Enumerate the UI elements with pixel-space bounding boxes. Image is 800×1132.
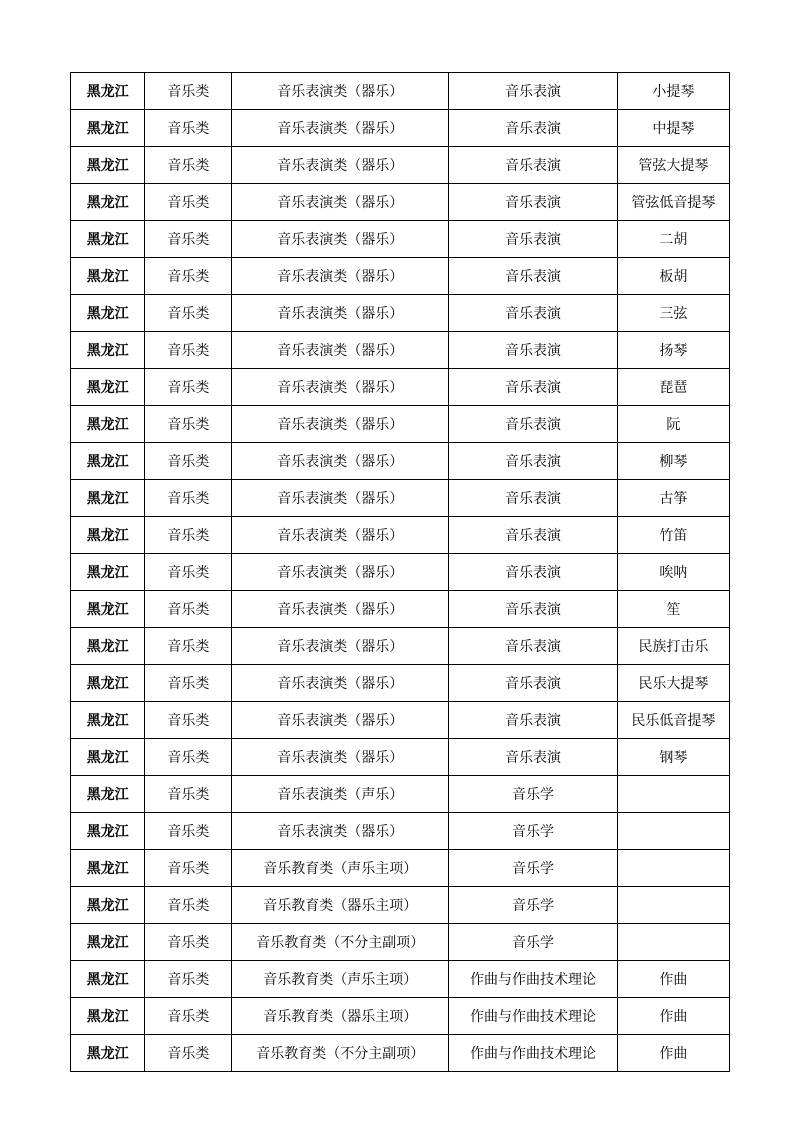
table-row bbox=[71, 258, 730, 295]
cell-category: 音乐类 bbox=[145, 147, 232, 184]
cell-major: 音乐表演 bbox=[449, 443, 618, 480]
table-row bbox=[71, 221, 730, 258]
table-row bbox=[71, 517, 730, 554]
cell-category: 音乐类 bbox=[145, 850, 232, 887]
cell-major: 作曲与作曲技术理论 bbox=[449, 961, 618, 998]
cell-exam-type: 音乐表演类（器乐） bbox=[232, 554, 449, 591]
cell-exam-type: 音乐表演类（器乐） bbox=[232, 813, 449, 850]
major-mapping-table bbox=[70, 72, 730, 1072]
cell-province: 黑龙江 bbox=[71, 924, 145, 961]
table-row bbox=[71, 739, 730, 776]
cell-province: 黑龙江 bbox=[71, 739, 145, 776]
cell-category: 音乐类 bbox=[145, 554, 232, 591]
cell-category: 音乐类 bbox=[145, 1035, 232, 1072]
cell-subject: 钢琴 bbox=[617, 739, 729, 776]
cell-major: 音乐表演 bbox=[449, 591, 618, 628]
cell-province: 黑龙江 bbox=[71, 480, 145, 517]
cell-major: 音乐表演 bbox=[449, 480, 618, 517]
table-body bbox=[71, 73, 730, 1072]
cell-category: 音乐类 bbox=[145, 998, 232, 1035]
cell-subject bbox=[617, 850, 729, 887]
table-row bbox=[71, 1035, 730, 1072]
cell-province: 黑龙江 bbox=[71, 776, 145, 813]
cell-exam-type: 音乐表演类（声乐） bbox=[232, 776, 449, 813]
table-row bbox=[71, 480, 730, 517]
cell-category: 音乐类 bbox=[145, 665, 232, 702]
cell-major: 音乐表演 bbox=[449, 517, 618, 554]
cell-major: 音乐学 bbox=[449, 924, 618, 961]
cell-exam-type: 音乐教育类（声乐主项） bbox=[232, 850, 449, 887]
cell-exam-type: 音乐表演类（器乐） bbox=[232, 480, 449, 517]
cell-major: 音乐表演 bbox=[449, 221, 618, 258]
cell-category: 音乐类 bbox=[145, 517, 232, 554]
table-row bbox=[71, 887, 730, 924]
cell-category: 音乐类 bbox=[145, 73, 232, 110]
cell-major: 音乐学 bbox=[449, 813, 618, 850]
cell-exam-type: 音乐表演类（器乐） bbox=[232, 739, 449, 776]
cell-province: 黑龙江 bbox=[71, 998, 145, 1035]
cell-subject: 竹笛 bbox=[617, 517, 729, 554]
cell-category: 音乐类 bbox=[145, 739, 232, 776]
cell-subject: 阮 bbox=[617, 406, 729, 443]
cell-category: 音乐类 bbox=[145, 369, 232, 406]
cell-category: 音乐类 bbox=[145, 776, 232, 813]
cell-subject: 作曲 bbox=[617, 961, 729, 998]
cell-subject: 三弦 bbox=[617, 295, 729, 332]
cell-province: 黑龙江 bbox=[71, 1035, 145, 1072]
cell-exam-type: 音乐表演类（器乐） bbox=[232, 665, 449, 702]
cell-exam-type: 音乐教育类（器乐主项） bbox=[232, 998, 449, 1035]
cell-category: 音乐类 bbox=[145, 184, 232, 221]
cell-major: 音乐表演 bbox=[449, 110, 618, 147]
cell-category: 音乐类 bbox=[145, 332, 232, 369]
cell-exam-type: 音乐表演类（器乐） bbox=[232, 295, 449, 332]
cell-exam-type: 音乐表演类（器乐） bbox=[232, 110, 449, 147]
table-row bbox=[71, 776, 730, 813]
cell-subject bbox=[617, 924, 729, 961]
cell-exam-type: 音乐表演类（器乐） bbox=[232, 628, 449, 665]
cell-province: 黑龙江 bbox=[71, 961, 145, 998]
cell-category: 音乐类 bbox=[145, 406, 232, 443]
cell-exam-type: 音乐表演类（器乐） bbox=[232, 443, 449, 480]
table-row bbox=[71, 850, 730, 887]
cell-subject: 琵琶 bbox=[617, 369, 729, 406]
cell-exam-type: 音乐表演类（器乐） bbox=[232, 258, 449, 295]
cell-category: 音乐类 bbox=[145, 702, 232, 739]
cell-major: 音乐表演 bbox=[449, 295, 618, 332]
cell-category: 音乐类 bbox=[145, 443, 232, 480]
cell-province: 黑龙江 bbox=[71, 517, 145, 554]
cell-category: 音乐类 bbox=[145, 258, 232, 295]
cell-province: 黑龙江 bbox=[71, 147, 145, 184]
table-row bbox=[71, 628, 730, 665]
table-row bbox=[71, 110, 730, 147]
table-row bbox=[71, 702, 730, 739]
cell-province: 黑龙江 bbox=[71, 184, 145, 221]
cell-province: 黑龙江 bbox=[71, 443, 145, 480]
cell-major: 音乐学 bbox=[449, 850, 618, 887]
table-row bbox=[71, 147, 730, 184]
cell-province: 黑龙江 bbox=[71, 887, 145, 924]
cell-province: 黑龙江 bbox=[71, 221, 145, 258]
cell-category: 音乐类 bbox=[145, 961, 232, 998]
cell-major: 音乐表演 bbox=[449, 147, 618, 184]
cell-province: 黑龙江 bbox=[71, 702, 145, 739]
cell-major: 作曲与作曲技术理论 bbox=[449, 1035, 618, 1072]
table-row bbox=[71, 665, 730, 702]
cell-exam-type: 音乐表演类（器乐） bbox=[232, 73, 449, 110]
cell-subject bbox=[617, 813, 729, 850]
cell-major: 音乐表演 bbox=[449, 258, 618, 295]
cell-subject: 唉呐 bbox=[617, 554, 729, 591]
cell-province: 黑龙江 bbox=[71, 110, 145, 147]
cell-exam-type: 音乐教育类（声乐主项） bbox=[232, 961, 449, 998]
cell-major: 音乐表演 bbox=[449, 73, 618, 110]
cell-province: 黑龙江 bbox=[71, 591, 145, 628]
cell-province: 黑龙江 bbox=[71, 369, 145, 406]
cell-subject: 扬琴 bbox=[617, 332, 729, 369]
cell-province: 黑龙江 bbox=[71, 258, 145, 295]
cell-exam-type: 音乐表演类（器乐） bbox=[232, 369, 449, 406]
table-row bbox=[71, 591, 730, 628]
cell-exam-type: 音乐表演类（器乐） bbox=[232, 332, 449, 369]
cell-subject: 板胡 bbox=[617, 258, 729, 295]
table-row bbox=[71, 369, 730, 406]
table-row bbox=[71, 295, 730, 332]
cell-major: 作曲与作曲技术理论 bbox=[449, 998, 618, 1035]
cell-category: 音乐类 bbox=[145, 924, 232, 961]
table-row bbox=[71, 406, 730, 443]
cell-province: 黑龙江 bbox=[71, 665, 145, 702]
table-row bbox=[71, 443, 730, 480]
cell-subject: 作曲 bbox=[617, 1035, 729, 1072]
table-row bbox=[71, 998, 730, 1035]
table-row bbox=[71, 961, 730, 998]
cell-category: 音乐类 bbox=[145, 221, 232, 258]
table-row bbox=[71, 554, 730, 591]
cell-exam-type: 音乐表演类（器乐） bbox=[232, 221, 449, 258]
cell-exam-type: 音乐表演类（器乐） bbox=[232, 702, 449, 739]
cell-major: 音乐表演 bbox=[449, 369, 618, 406]
cell-subject: 作曲 bbox=[617, 998, 729, 1035]
cell-subject: 管弦低音提琴 bbox=[617, 184, 729, 221]
cell-subject: 小提琴 bbox=[617, 73, 729, 110]
cell-major: 音乐表演 bbox=[449, 702, 618, 739]
cell-exam-type: 音乐表演类（器乐） bbox=[232, 184, 449, 221]
cell-province: 黑龙江 bbox=[71, 73, 145, 110]
cell-major: 音乐学 bbox=[449, 887, 618, 924]
table-row bbox=[71, 332, 730, 369]
cell-subject: 管弦大提琴 bbox=[617, 147, 729, 184]
table-row bbox=[71, 184, 730, 221]
cell-subject: 民乐大提琴 bbox=[617, 665, 729, 702]
cell-province: 黑龙江 bbox=[71, 813, 145, 850]
cell-exam-type: 音乐教育类（不分主副项） bbox=[232, 1035, 449, 1072]
cell-category: 音乐类 bbox=[145, 295, 232, 332]
cell-province: 黑龙江 bbox=[71, 850, 145, 887]
cell-category: 音乐类 bbox=[145, 887, 232, 924]
cell-subject: 民族打击乐 bbox=[617, 628, 729, 665]
cell-exam-type: 音乐教育类（器乐主项） bbox=[232, 887, 449, 924]
cell-category: 音乐类 bbox=[145, 591, 232, 628]
cell-exam-type: 音乐教育类（不分主副项） bbox=[232, 924, 449, 961]
cell-province: 黑龙江 bbox=[71, 406, 145, 443]
cell-category: 音乐类 bbox=[145, 628, 232, 665]
cell-subject: 柳琴 bbox=[617, 443, 729, 480]
cell-province: 黑龙江 bbox=[71, 332, 145, 369]
cell-major: 音乐表演 bbox=[449, 628, 618, 665]
cell-province: 黑龙江 bbox=[71, 554, 145, 591]
cell-major: 音乐表演 bbox=[449, 554, 618, 591]
cell-category: 音乐类 bbox=[145, 480, 232, 517]
cell-exam-type: 音乐表演类（器乐） bbox=[232, 147, 449, 184]
cell-subject bbox=[617, 887, 729, 924]
cell-subject: 笙 bbox=[617, 591, 729, 628]
cell-subject: 民乐低音提琴 bbox=[617, 702, 729, 739]
cell-exam-type: 音乐表演类（器乐） bbox=[232, 517, 449, 554]
cell-category: 音乐类 bbox=[145, 813, 232, 850]
cell-major: 音乐表演 bbox=[449, 184, 618, 221]
table-row bbox=[71, 813, 730, 850]
cell-major: 音乐表演 bbox=[449, 739, 618, 776]
cell-category: 音乐类 bbox=[145, 110, 232, 147]
cell-subject bbox=[617, 776, 729, 813]
cell-subject: 中提琴 bbox=[617, 110, 729, 147]
cell-province: 黑龙江 bbox=[71, 628, 145, 665]
cell-major: 音乐学 bbox=[449, 776, 618, 813]
table-row bbox=[71, 73, 730, 110]
cell-exam-type: 音乐表演类（器乐） bbox=[232, 591, 449, 628]
cell-major: 音乐表演 bbox=[449, 665, 618, 702]
cell-subject: 二胡 bbox=[617, 221, 729, 258]
table-row bbox=[71, 924, 730, 961]
cell-exam-type: 音乐表演类（器乐） bbox=[232, 406, 449, 443]
cell-province: 黑龙江 bbox=[71, 295, 145, 332]
cell-subject: 古筝 bbox=[617, 480, 729, 517]
cell-major: 音乐表演 bbox=[449, 332, 618, 369]
cell-major: 音乐表演 bbox=[449, 406, 618, 443]
